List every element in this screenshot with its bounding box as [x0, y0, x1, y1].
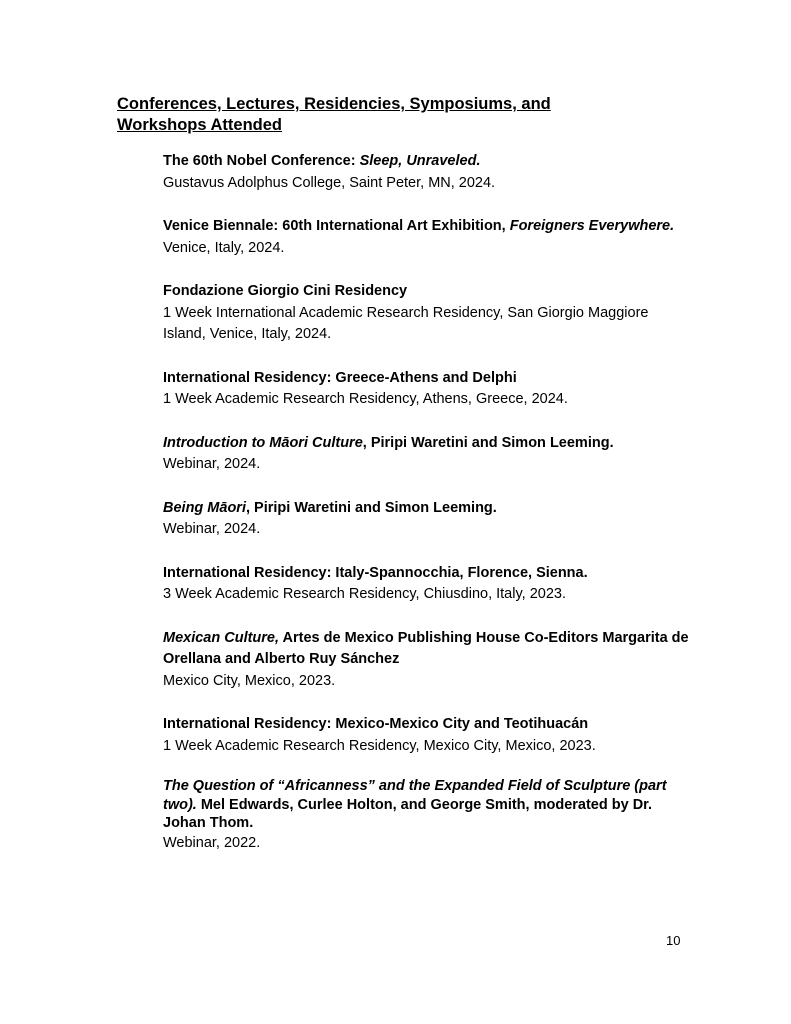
entry-detail: Gustavus Adolphus College, Saint Peter, MN, 2024.: [163, 174, 496, 191]
list-item: [163, 368, 693, 411]
entry-title-italic: Sleep, Unraveled.: [359, 153, 481, 169]
entry-title-italic: Being Māori: [163, 499, 246, 516]
entry-detail: 1 Week Academic Research Residency, Athens, Greece, 2024.: [163, 391, 568, 407]
entry-detail: 1 Week Academic Research Residency, Mexico City, Mexico, 2023.: [163, 737, 596, 754]
list-item: [163, 433, 693, 476]
entry-title: [163, 628, 693, 671]
entry-title: [163, 433, 693, 455]
list-item: [163, 628, 693, 693]
entry-detail: Mexico City, Mexico, 2023.: [163, 672, 336, 689]
entry-title: [163, 151, 693, 173]
entry-detail: 3 Week Academic Research Residency, Chiusdino, Italy, 2023.: [163, 586, 566, 602]
list-item: [163, 777, 693, 854]
entry-title-plain: Mel Edwards, Curlee Holton, and George Smith, moderated by Dr. Johan Thom.: [163, 796, 653, 831]
section-heading: Conferences, Lectures, Residencies, Symposiums, and Workshops Attended: [117, 95, 551, 134]
entry-title-plain: , Piripi Waretini and Simon Leeming.: [362, 434, 614, 451]
entry-detail: Webinar, 2022.: [163, 834, 261, 851]
entry-title-plain: Venice Biennale: 60th International Art Exhibition,: [163, 218, 510, 234]
entry-title-plain: , Piripi Waretini and Simon Leeming.: [245, 499, 497, 516]
list-item: [163, 151, 693, 194]
entry-title-italic: Foreigners Everywhere.: [509, 218, 675, 234]
entry-detail: Webinar, 2024.: [163, 456, 261, 472]
entry-title: [163, 777, 693, 833]
entry-detail: Venice, Italy, 2024.: [163, 239, 285, 256]
list-item: [163, 216, 693, 259]
entry-title-italic: The Question of “Africanness” and the Expanded Field of Sculpture (part two).: [163, 778, 667, 813]
list-item: [163, 714, 693, 757]
entries-list: [163, 151, 693, 876]
entry-title: International Residency: Italy-Spannocchia, Florence, Sienna.: [163, 564, 588, 581]
entry-title-plain: The 60th Nobel Conference:: [163, 153, 360, 169]
list-item: [163, 498, 693, 541]
entry-title: International Residency: Mexico-Mexico City and Teotihuacán: [163, 716, 589, 732]
entry-title: [163, 216, 693, 238]
list-item: [163, 563, 693, 606]
page-number: 10: [666, 933, 681, 948]
entry-title: Fondazione Giorgio Cini Residency: [163, 283, 408, 299]
entry-title: International Residency: Greece-Athens and Delphi: [163, 369, 517, 386]
entry-detail: Webinar, 2024.: [163, 521, 261, 537]
entry-title-italic: Mexican Culture,: [163, 629, 280, 646]
entry-detail: 1 Week International Academic Research Residency, San Giorgio Maggiore Island, Venice, Italy, 2024.: [163, 304, 649, 342]
list-item: [163, 281, 693, 346]
entry-title-italic: Introduction to Māori Culture: [163, 434, 363, 451]
entry-title-plain: Artes de Mexico Publishing House Co-Editors Margarita de Orellana and Alberto Ruy Sánchez: [163, 629, 689, 667]
entry-title: [163, 498, 693, 520]
